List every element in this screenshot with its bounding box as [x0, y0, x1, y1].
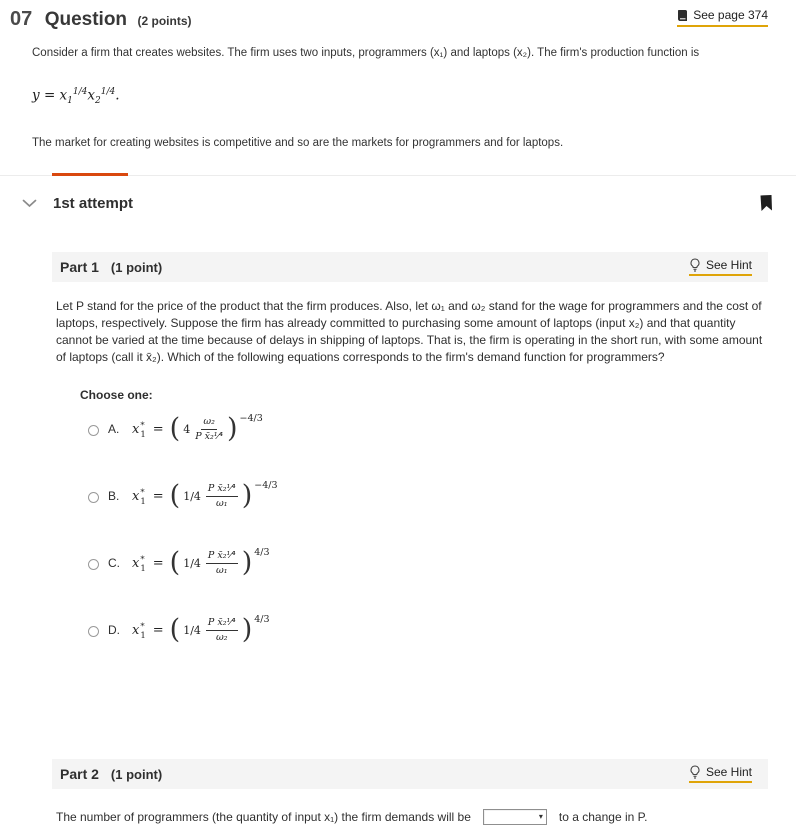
part2-header-bar [52, 759, 768, 789]
see-hint-label: See Hint [705, 258, 752, 273]
caret-down-icon: ▾ [538, 812, 543, 822]
chevron-down-icon[interactable] [22, 199, 37, 208]
option-letter: C. [108, 556, 120, 571]
bookmark-icon[interactable] [758, 194, 774, 212]
answer-option-c[interactable] [88, 547, 768, 592]
see-hint-label: See Hint [705, 765, 752, 780]
question-points: (2 points) [137, 14, 192, 28]
see-hint-link-part1[interactable] [689, 258, 752, 276]
book-icon [677, 9, 688, 22]
radio-button-d[interactable] [88, 626, 99, 637]
see-page-link[interactable] [677, 8, 768, 27]
option-letter: D. [108, 623, 120, 638]
option-formula: x * 1 = ( 1/4 $\frac{\text{P x̄₂¹⁄⁴}}{\text{ω₁}}$ ) −4/3 [132, 480, 278, 512]
part2-text-before: The number of programmers (the quantity of input x₁) the firm demands will be [56, 810, 471, 825]
production-function-formula: $y = x_1^{1/4}x_2^{1/4}$. [32, 87, 120, 107]
see-hint-link-part2[interactable] [689, 765, 752, 783]
active-tab-indicator [52, 173, 128, 176]
attempt-card [52, 252, 768, 825]
question-intro-text: Consider a firm that creates websites. The firm uses two inputs, programmers (x₁) and laptops (x₂). The firm's production function is [32, 47, 700, 59]
option-formula: x * 1 = ( 4 $\frac{\text{ω₂}}{\text{P x̄₂¹⁄⁴}}$ ) −4/3 [132, 413, 263, 445]
radio-button-a[interactable] [88, 425, 99, 436]
lightbulb-icon [689, 765, 701, 779]
part1-question-text: Let P stand for the price of the product that the firm produces. Also, let ω₁ and ω₂ stand for the wage for programmers and the cost of laptops, respectively. Suppose the firm has already committed to purchasing some amount of laptops (input x₂) and that quantity cannot be varied at the time because of delays in shipping of laptops. That is, the firm is operating in the short run, with some amount of laptops (call it x̄₂). Which of the following equations corresponds to the firm's demand function for programmers? [56, 299, 763, 365]
part1-title: Part 1 [60, 259, 99, 276]
part1-points: (1 point) [110, 259, 163, 275]
answer-option-a[interactable] [88, 413, 768, 458]
part2-points: (1 point) [110, 766, 163, 782]
question-number: 07 [10, 8, 33, 30]
attempt-label: 1st attempt [53, 194, 134, 212]
radio-button-b[interactable] [88, 492, 99, 503]
lightbulb-icon [689, 258, 701, 272]
answer-option-b[interactable] [88, 480, 768, 525]
answer-option-d[interactable] [88, 614, 768, 659]
option-formula: x * 1 = ( 1/4 $\frac{\text{P x̄₂¹⁄⁴}}{\text{ω₂}}$ ) 4/3 [132, 614, 270, 646]
choose-one-label: Choose one: [80, 388, 153, 403]
question-title: Question [44, 9, 128, 30]
section-divider [0, 175, 796, 176]
radio-button-c[interactable] [88, 559, 99, 570]
part2-title: Part 2 [60, 766, 99, 783]
question-header-section [0, 0, 796, 151]
answer-options-list [88, 413, 768, 659]
part1-header-bar [52, 252, 768, 282]
attempt-header [0, 176, 796, 212]
option-formula: x * 1 = ( 1/4 $\frac{\text{P x̄₂¹⁄⁴}}{\text{ω₁}}$ ) 4/3 [132, 547, 270, 579]
question-title-row [10, 8, 786, 34]
option-letter: A. [108, 422, 120, 437]
part2-section [52, 759, 768, 825]
question-market-text: The market for creating websites is competitive and so are the markets for programmers and for laptops. [32, 137, 564, 150]
option-letter: B. [108, 489, 120, 504]
see-page-label: See page 374 [693, 8, 768, 22]
part2-text-after: to a change in P. [558, 810, 648, 825]
